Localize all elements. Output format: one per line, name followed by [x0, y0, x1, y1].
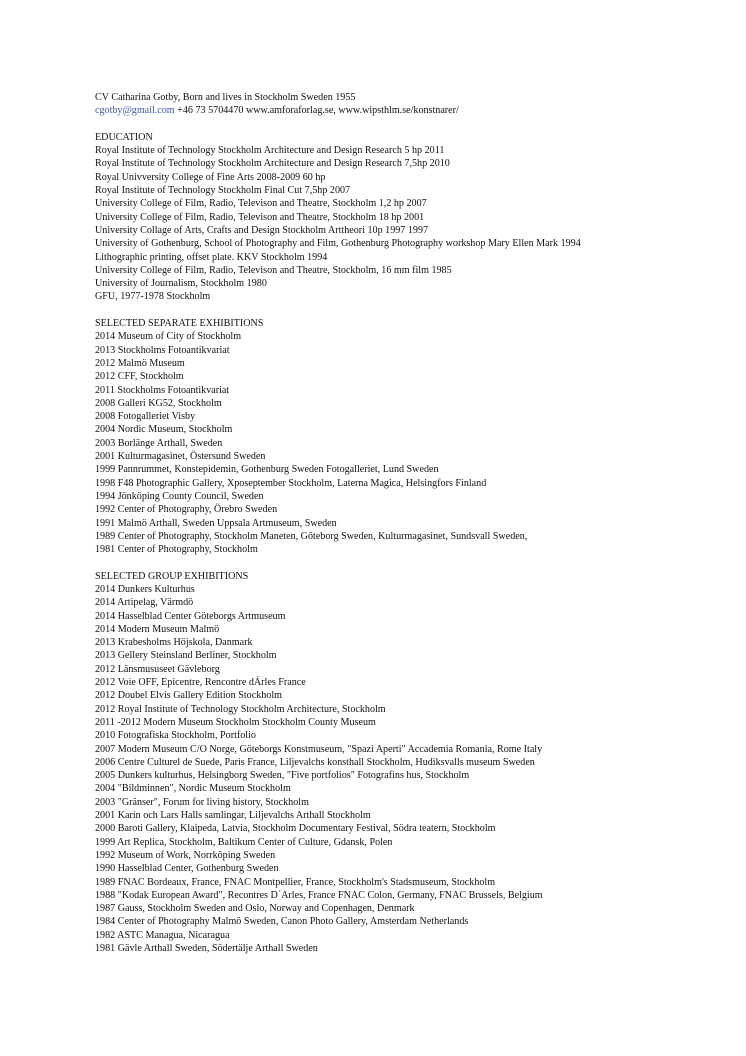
group-exhibition-item: 2012 Royal Institute of Technology Stockholm Architecture, Stockholm [95, 703, 386, 715]
group-exhibition-item: 2014 Hasselblad Center Göteborgs Artmuseum [95, 610, 286, 622]
separate-exhibitions-list [95, 330, 695, 556]
separate-exhibition-item: 2012 Malmö Museum [95, 357, 185, 369]
separate-exhibition-item: 1994 Jönköping County Council, Sweden [95, 490, 264, 502]
education-item: University College of Film, Radio, Televison and Theatre, Stockholm 18 hp 2001 [95, 211, 425, 223]
separate-exhibition-item: 2011 Stockholms Fotoantikvariat [95, 384, 230, 396]
separate-exhibitions-heading: SELECTED SEPARATE EXHIBITIONS [95, 318, 264, 330]
spacer [95, 556, 695, 569]
separate-exhibition-item: 2003 Borlänge Arthall, Sweden [95, 437, 223, 449]
separate-exhibition-item: 1998 F48 Photographic Gallery, Xposeptember Stockholm, Laterna Magica, Helsingfors Finland [95, 477, 487, 489]
separate-exhibition-item: 1989 Center of Photography, Stockholm Maneten, Göteborg Sweden, Kulturmagasinet, Sundsvall Sweden, [95, 530, 528, 542]
group-exhibition-item: 2014 Artipelag, Värmdö [95, 597, 194, 609]
group-exhibition-item: 1982 ASTC Managua, Nicaragua [95, 929, 230, 941]
education-item: University Collage of Arts, Crafts and Design Stockholm Arttheori 10p 1997 1997 [95, 224, 429, 236]
group-exhibition-item: 2000 Baroti Gallery, Klaipeda, Latvia, Stockholm Documentary Festival, Södra teatern, Stockholm [95, 823, 496, 835]
group-exhibitions-heading: SELECTED GROUP EXHIBITIONS [95, 570, 249, 582]
group-exhibition-item: 2004 "Bildminnen", Nordic Museum Stockholm [95, 783, 291, 795]
group-exhibition-item: 2003 "Gränser", Forum for living history, Stockholm [95, 796, 309, 808]
email-link[interactable]: cgotby@gmail.com [95, 105, 175, 117]
education-item: University College of Film, Radio, Televison and Theatre, Stockholm, 16 mm film 1985 [95, 264, 452, 276]
spacer [95, 118, 695, 131]
cv-title: CV Catharina Gotby, Born and lives in Stockholm Sweden 1955 [95, 92, 356, 103]
education-item: University College of Film, Radio, Televison and Theatre, Stockholm 1,2 hp 2007 [95, 198, 427, 210]
education-list [95, 144, 695, 304]
group-exhibition-item: 2013 Krabesholms Höjskola, Danmark [95, 637, 253, 649]
separate-exhibition-item: 1999 Pannrummet, Konstepidemin, Gothenburg Sweden Fotogalleriet, Lund Sweden [95, 464, 439, 476]
education-heading: EDUCATION [95, 131, 153, 143]
group-exhibition-item: 2005 Dunkers kulturhus, Helsingborg Sweden, "Five portfolios" Fotografins hus, Stockholm [95, 770, 470, 782]
separate-exhibition-item: 2001 Kulturmagasinet, Östersund Sweden [95, 451, 266, 463]
group-exhibition-item: 1990 Hasselblad Center, Gothenburg Sweden [95, 863, 279, 875]
contact-details: +46 73 5704470 www.amforaforlag.se, www.wipsthlm.se/konstnarer/ [174, 105, 459, 117]
education-item: University of Gothenburg, School of Photography and Film, Gothenburg Photography workshop Mary Ellen Mark 1994 [95, 238, 581, 250]
education-item: Royal Institute of Technology Stockholm Architecture and Design Research 7,5hp 2010 [95, 158, 450, 170]
group-exhibition-item: 1988 "Kodak European Award", Recontres D´Arles, France FNAC Colon, Germany, FNAC Brussels, Belgium [95, 889, 543, 901]
group-exhibition-item: 2012 Voie OFF, Epicentre, Rencontre dÁrles France [95, 677, 306, 689]
separate-exhibition-item: 2012 CFF, Stockholm [95, 371, 184, 383]
contact-line [95, 104, 695, 117]
group-exhibition-item: 1981 Gävle Arthall Sweden, Södertälje Arthall Sweden [95, 943, 318, 954]
group-exhibition-item: 1989 FNAC Bordeaux, France, FNAC Montpellier, France, Stockholm's Stadsmuseum, Stockholm [95, 876, 496, 888]
group-exhibitions-list [95, 583, 695, 955]
separate-exhibition-item: 2014 Museum of City of Stockholm [95, 331, 242, 343]
group-exhibition-item: 2011 -2012 Modern Museum Stockholm Stockholm County Museum [95, 716, 376, 728]
group-exhibition-item: 2001 Karin och Lars Halls samlingar, Liljevalchs Arthall Stockholm [95, 810, 371, 822]
education-item: University of Journalism, Stockholm 1980 [95, 278, 267, 290]
group-exhibition-item: 2012 Länsmususeet Gävleborg [95, 663, 220, 675]
education-item: Royal Univversity College of Fine Arts 2008-2009 60 hp [95, 171, 326, 183]
group-exhibition-item: 1992 Museum of Work, Norrköping Sweden [95, 849, 276, 861]
cv-document [95, 91, 695, 955]
group-exhibition-item: 1999 Art Replica, Stockholm, Baltikum Center of Culture, Gdansk, Polen [95, 836, 393, 848]
group-exhibition-item: 1987 Gauss, Stockholm Sweden and Oslo, Norway and Copenhagen, Denmark [95, 903, 415, 915]
group-exhibition-item: 2014 Dunkers Kulturhus [95, 583, 195, 595]
group-exhibition-item: 2010 Fotografiska Stockholm, Portfolio [95, 730, 256, 742]
group-exhibition-item: 2006 Centre Culturel de Suede, Paris France, Liljevalchs konsthall Stockholm, Hudiksvalls museum Sweden [95, 756, 535, 768]
group-exhibition-item: 2014 Modern Museum Malmö [95, 623, 220, 635]
education-item: Lithographic printing, offset plate. KKV Stockholm 1994 [95, 251, 328, 263]
education-item: GFU, 1977-1978 Stockholm [95, 291, 211, 303]
separate-exhibition-item: 2008 Galleri KG52, Stockholm [95, 397, 222, 409]
separate-exhibition-item: 1991 Malmö Arthall, Sweden Uppsala Artmuseum, Sweden [95, 517, 337, 529]
separate-exhibition-item: 1992 Center of Photography, Örebro Sweden [95, 504, 278, 516]
group-exhibition-item: 2013 Gellery Steinsland Berliner, Stockholm [95, 650, 277, 662]
separate-exhibition-item: 2013 Stockholms Fotoantikvariat [95, 344, 230, 356]
separate-exhibition-item: 1981 Center of Photography, Stockholm [95, 544, 258, 556]
separate-exhibition-item: 2004 Nordic Museum, Stockholm [95, 424, 233, 436]
spacer [95, 304, 695, 317]
group-exhibition-item: 2012 Doubel Elvis Gallery Edition Stockholm [95, 690, 282, 702]
education-item: Royal Institute of Technology Stockholm Architecture and Design Research 5 hp 2011 [95, 145, 445, 157]
separate-exhibition-item: 2008 Fotogalleriet Visby [95, 411, 196, 423]
education-item: Royal Institute of Technology Stockholm Final Cut 7,5hp 2007 [95, 185, 351, 197]
group-exhibition-item: 1984 Center of Photography Malmö Sweden, Canon Photo Gallery, Amsterdam Netherlands [95, 916, 469, 928]
group-exhibition-item: 2007 Modern Museum C/O Norge, Göteborgs Konstmuseum, "Spazi Aperti" Accademia Romania, Rome Italy [95, 743, 543, 755]
